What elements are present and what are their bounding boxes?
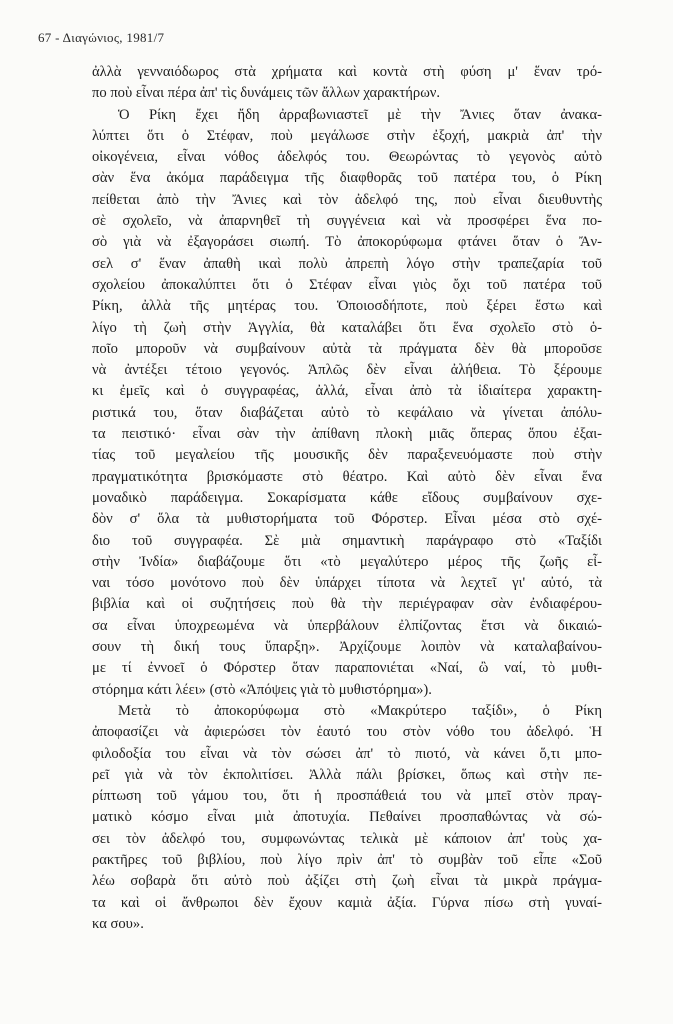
text-line: ρεῖ γιὰ νὰ τὸν ἐκπολιτίσει. Ἀλλὰ πάλι βρίσκει, ὅπως καὶ στὴν πε- [92,766,602,783]
text-line: ρακτῆρες τοῦ βιβλίου, ποὺ λίγο πρὶν ἀπ' τὸ συμβὰν τοῦ εἶπε «Σοῦ [92,851,602,868]
text-line: κα σου». [92,915,144,932]
text-line: ρίπτωση τοῦ γάμου του, ὅτι ἡ προσπάθειά του νὰ μπεῖ στὸν πραγ- [92,788,602,805]
text-line: μοναδικὸ παράδειγμα. Σοκαρίσματα κάθε εἴδους συμβαίνουν σχε- [92,489,602,506]
text-line: με τί ἐννοεῖ ὁ Φόρστερ ὅταν παραπονιέται «Ναί, ὢ ναί, τὸ μυθι- [92,660,602,677]
text-line: βιβλία καὶ οἱ συζητήσεις ποὺ θὰ τὴν περιέγραφαν σὰν ἐνδιαφέρου- [92,596,602,613]
text-line: λίγο τὴ ζωὴ στὴν Ἀγγλία, θὰ καταλάβει ὅτι ἕνα σχολεῖο στὸ ὁ- [92,319,602,336]
text-line: νὰ ἀντέξει τέτοιο γεγονός. Ἁπλῶς δὲν εἶναι ἀλήθεια. Τὸ ξέρουμε [92,362,602,379]
text-line: ποῖο μποροῦν νὰ συμβαίνουν αὐτὰ τὰ πράγματα δὲν θὰ μποροῦσε [92,340,602,357]
text-line: στὴν Ἰνδία» διαβάζουμε ὅτι «τὸ μεγαλύτερο μέρος τῆς ζωῆς εἶ- [92,553,602,570]
text-line: σχολείου ἀποκαλύπτει ὅτι ὁ Στέφαν εἶναι γιὸς ὄχι τοῦ πατέρα τοῦ [92,276,602,293]
text-line: Ὁ Ρίκη ἔχει ἤδη ἀρραβωνιαστεῖ μὲ τὴν Ἄνιες ὅταν ἀνακα- [118,106,602,123]
text-line: τα καὶ οἱ ἄνθρωποι δὲν ἔχουν καμιὰ ἀξία. Γύρνα πίσω στὴ γυναί- [92,894,602,911]
text-line: πείθεται ἀπὸ τὴν Ἄνιες καὶ τὸν ἀδελφό της, ποὺ εἶναι διευθυντὴς [92,191,602,208]
text-line: Μετὰ τὸ ἀποκορύφωμα στὸ «Μακρύτερο ταξίδι», ὁ Ρίκη [118,702,602,719]
text-line: φιλοδοξία του εἶναι νὰ τὸν σώσει ἀπ' τὸ πιοτό, νὰ κάνει ὅ,τι μπο- [92,745,602,762]
text-line: ἀλλὰ γενναιόδωρος στὰ χρήματα καὶ κοντὰ στὴ φύση μ' ἕναν τρό- [92,64,602,80]
text-line: σει τὸν ἀδελφό του, συμφωνώντας τελικὰ μὲ κάποιον ἀπ' τοὺς χα- [92,830,602,847]
text-line: σὰν ἕνα ἀκόμα παράδειγμα τῆς διαφθορᾶς τοῦ πατέρα του, ὁ Ρίκη [92,170,602,187]
paragraph [92,105,602,701]
text-line: ἀποφασίζει νὰ ἀφιερώσει τὸν ἑαυτό του στὸν νόθο του ἀδελφό. Ἡ [92,724,602,741]
text-line: οἰκογένεια, εἶναι νόθος ἀδελφός του. Θεωρώντας τὸ γεγονὸς αὐτὸ [92,149,602,166]
text-line: διο τοῦ συγγραφέα. Σὲ μιὰ σημαντικὴ παράγραφο στὸ «Ταξίδι [92,532,602,549]
paragraph [92,62,602,105]
running-header: 67 - Διαγώνιος, 1981/7 [38,30,165,45]
text-line: τίας τοῦ μεγαλείου τῆς μουσικῆς δὲν παραξενευόμαστε ποὺ στὴν [92,447,602,464]
text-line: ριστικά του, ὅταν διαβάζεται αὐτὸ τὸ κεφάλαιο νὰ γίνεται ἀπόλυ- [92,404,602,421]
text-line: σὸ γιὰ νὰ ἐξαγοράσει σιωπή. Τὸ ἀποκορύφωμα φτάνει ὅταν ὁ Ἄν- [92,234,602,251]
text-line: κι ἐμεῖς καὶ ὁ συγγραφέας, ἀλλά, εἶναι ἀπὸ τὰ ἰδιαίτερα χαρακτη- [92,383,602,400]
text-line: Ρίκη, ἀλλὰ τῆς μητέρας του. Ὁποιοσδήποτε, ποὺ ξέρει ἔστω καὶ [92,298,602,315]
text-line: τα πειστικό· εἶναι σὰν τὴν ἀπίθανη πλοκὴ μιᾶς ὄπερας ὅπου ἐξαι- [92,426,602,443]
text-line: ματικὸ κόσμο εἶναι μιὰ ἀποτυχία. Πεθαίνει προσπαθώντας νὰ σώ- [92,809,602,826]
text-line: λύπτει ὅτι ὁ Στέφαν, ποὺ μεγάλωσε στὴν ἐξοχή, μακριὰ ἀπ' τὴν [92,127,602,144]
text-line: δὸν σ' ὅλα τὰ μυθιστορήματα τοῦ Φόρστερ. Εἶναι μέσα στὸ σχέ- [92,511,602,528]
text-line: ναι τόσο μονότονο ποὺ δὲν ὑπάρχει τίποτα νὰ λεχτεῖ γι' αὐτό, τὰ [92,575,602,592]
text-line: πο ποὺ εἶναι πέρα ἀπ' τὶς δυνάμεις τῶν ἄλλων χαρακτήρων. [92,85,441,102]
text-line: σουν τὴ δική τους ὕπαρξη». Ἀρχίζουμε λοιπὸν νὰ καταλαβαίνου- [92,639,602,656]
paragraph [92,701,602,935]
text-line: λέω σοβαρὰ ὅτι αὐτὸ ποὺ ἀξίζει στὴ ζωὴ εἶναι τὰ μικρὰ πράγμα- [92,873,602,890]
text-line: σελ σ' ἕναν ἀπαθὴ ικαὶ πολὺ ἀπρεπὴ λόγο στὴν τραπεζαρία τοῦ [92,255,602,272]
text-line: σα εἶναι ὑποχρεωμένα νὰ ὑπερβάλουν ἐλπίζοντας ἔτσι νὰ δικαιώ- [92,617,602,634]
body-text [92,62,602,935]
text-line: πραγματικότητα βρισκόμαστε στὸ θέατρο. Καὶ αὐτὸ δὲν εἶναι ἕνα [92,468,602,485]
text-line: στόρημα κάτι λέει» (στὸ «Ἀπόψεις γιὰ τὸ μυθιστόρημα»). [92,681,432,698]
text-line: σὲ σχολεῖο, νὰ ἀπαρνηθεῖ τὴ συγγένεια καὶ νὰ προσφέρει ἕνα πο- [92,213,602,230]
